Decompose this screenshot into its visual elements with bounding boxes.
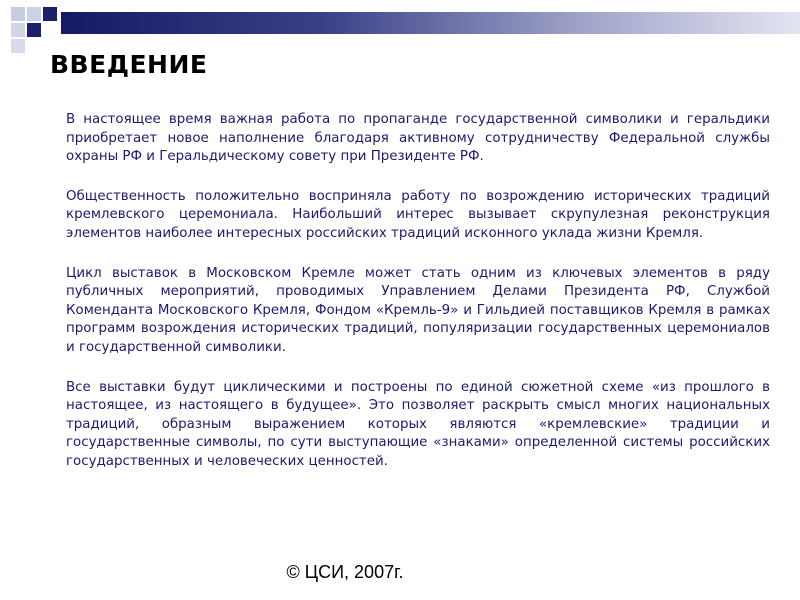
header-band (61, 12, 800, 34)
decor-square (11, 23, 25, 37)
paragraph: Все выставки будут циклическими и построены по единой сюжетной схеме «из прошлого в настоящее, из настоящего в будущее». Это позволяет раскрыть смысл многих национальных традиций, образным выражением которых являются «кремлевские» традиции и государственные символы, по сути выступающие «знаками» определенной системы российских государственных и человеческих ценностей. (66, 379, 770, 469)
paragraph: Общественность положительно восприняла работу по возрождению исторических традиций кремлевского церемониала. Наибольший интерес вызывает скрупулезная реконструкция элементов наиболее интересных российских традиций исконного уклада жизни Кремля. (66, 188, 770, 241)
copyright-footer: © ЦСИ, 2007г. (286, 562, 404, 582)
decor-square (27, 23, 41, 37)
paragraph: Цикл выставок в Московском Кремле может стать одним из ключевых элементов в ряду публичных мероприятий, проводимых Управлением Делами Президента РФ, Службой Коменданта Московского Кремля, Фондом «Кремль-9» и Гильдией поставщиков Кремля в рамках программ возрождения исторических традиций, популяризации государственных церемониалов и государственной символики. (66, 265, 770, 355)
decor-square (11, 39, 25, 53)
decor-square (43, 7, 57, 21)
decor-square (11, 7, 25, 21)
decor-square (27, 7, 41, 21)
slide-title: ВВЕДЕНИЕ (50, 50, 208, 79)
slide-body (66, 111, 770, 493)
paragraph: В настоящее время важная работа по пропаганде государственной символики и геральдики приобретает новое наполнение благодаря активному сотрудничеству Федеральной службы охраны РФ и Геральдическому совету при Президенте РФ. (66, 112, 770, 165)
